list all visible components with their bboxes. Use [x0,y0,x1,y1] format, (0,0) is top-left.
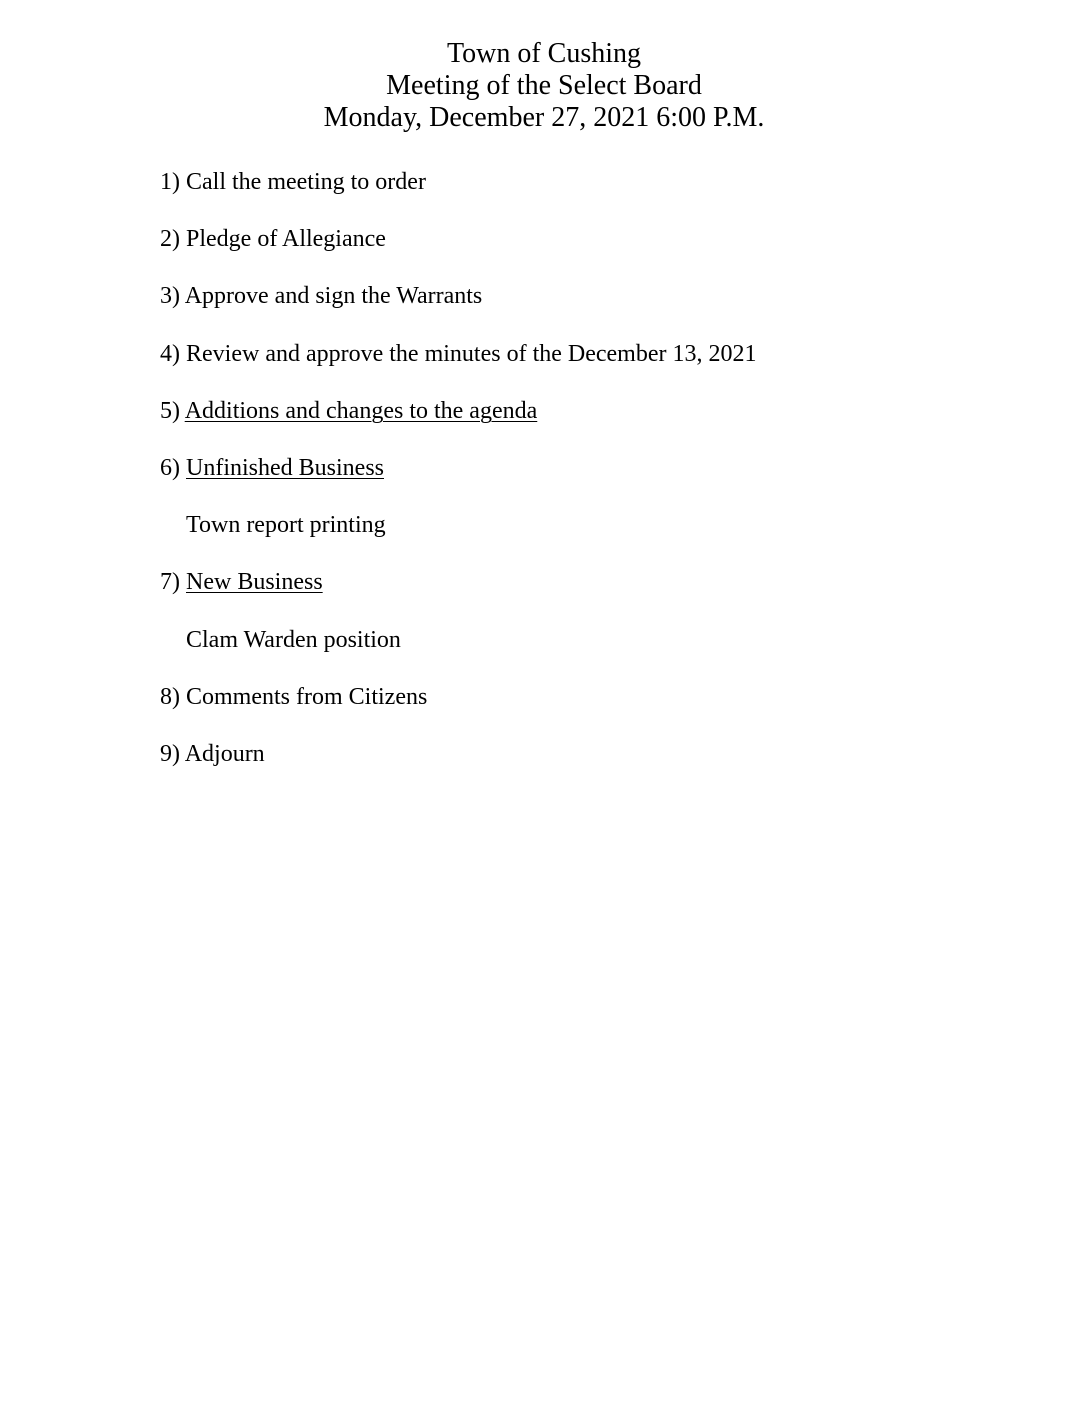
agenda-item-text: Comments from Citizens [186,684,428,710]
agenda-item-text: Pledge of Allegiance [186,226,386,252]
agenda-item-number: 7) [160,569,180,595]
agenda-item-text: Approve and sign the Warrants [184,283,483,309]
document-header [0,38,1088,134]
agenda-subitem-6 [186,510,386,540]
agenda-item-6 [160,453,384,483]
agenda-item-3 [160,281,482,311]
agenda-item-number: 9) [160,741,180,767]
meeting-datetime: Monday, December 27, 2021 6:00 P.M. [323,102,765,133]
agenda-item-text: Review and approve the minutes of the December 13, 2021 [186,341,757,367]
agenda-item-text: New Business [186,569,323,595]
agenda-item-number: 1) [160,169,180,195]
agenda-item-7 [160,567,323,597]
agenda-item-4 [160,339,757,369]
agenda-item-number: 2) [160,226,180,252]
agenda-item-5 [160,396,537,426]
agenda-item-2 [160,224,386,254]
agenda-item-number: 8) [160,684,180,710]
agenda-item-8 [160,682,427,712]
agenda-item-text: Unfinished Business [186,455,384,481]
agenda-item-text: Adjourn [184,741,265,767]
agenda-subitem-7 [186,625,401,655]
agenda-item-text: Call the meeting to order [186,169,426,195]
agenda-item-text: Additions and changes to the agenda [184,398,538,424]
agenda-item-9 [160,739,265,769]
agenda-item-1 [160,167,426,197]
town-name: Town of Cushing [446,38,642,69]
agenda-item-number: 5) [160,398,180,424]
agenda-subitem-text: Clam Warden position [186,627,401,653]
agenda-item-number: 3) [160,283,180,309]
agenda-item-number: 6) [160,455,180,481]
agenda-item-number: 4) [160,341,180,367]
meeting-title: Meeting of the Select Board [386,70,702,101]
agenda-subitem-text: Town report printing [186,512,386,538]
